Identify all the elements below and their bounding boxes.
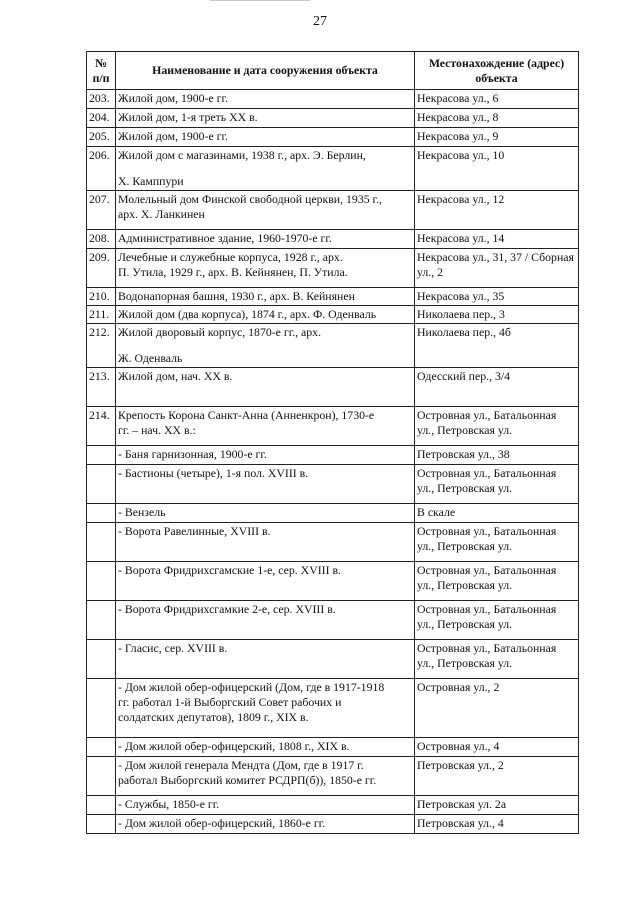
object-name-line: - Ворота Фридрихсгамкие 2-е, сер. XVIII в. xyxy=(118,602,336,616)
table-row xyxy=(87,191,579,230)
table-row xyxy=(87,288,579,306)
row-number: 209. xyxy=(87,249,116,288)
object-address: Николаева пер., 3 xyxy=(415,306,579,324)
object-address: Одесский пер., 3/4 xyxy=(415,368,579,407)
object-name xyxy=(116,523,415,562)
row-number: 214. xyxy=(87,407,116,446)
object-name-line: Жилой дом, 1900-е гг. xyxy=(118,129,228,143)
object-name-line: арх. Х. Ланкинен xyxy=(118,207,205,221)
object-name-line: - Ворота Равелинные, XVIII в. xyxy=(118,524,271,538)
object-address: Островная ул., Батальонная ул., Петровская ул. xyxy=(415,523,579,562)
object-name-line: Молельный дом Финской свободной церкви, 1935 г., xyxy=(118,192,382,206)
object-name-line: работал Выборгский комитет РСДРП(б)), 1850-е гг. xyxy=(118,773,377,787)
row-number xyxy=(87,601,116,640)
object-address: Некрасова ул., 8 xyxy=(415,109,579,128)
object-name-line: Х. Камппури xyxy=(118,174,184,188)
object-address: Островная ул., Батальонная ул., Петровская ул. xyxy=(415,640,579,679)
object-address: Островная ул., 2 xyxy=(415,679,579,738)
row-number: 206. xyxy=(87,147,116,191)
object-name xyxy=(116,288,415,306)
object-name-line: П. Утила, 1929 г., арх. В. Кейнянен, П. Утила. xyxy=(118,265,348,279)
table-row xyxy=(87,249,579,288)
header-address: Местонахождение (адрес) объекта xyxy=(415,52,579,90)
row-number: 210. xyxy=(87,288,116,306)
table-row xyxy=(87,738,579,757)
object-address: Петровская ул., 2 xyxy=(415,757,579,796)
table-row xyxy=(87,523,579,562)
object-name-line: Жилой дом, 1-я треть XX в. xyxy=(118,110,258,124)
object-name-line: - Гласис, сер. XVIII в. xyxy=(118,641,228,655)
object-name xyxy=(116,324,415,368)
table-row xyxy=(87,306,579,324)
heritage-objects-table xyxy=(86,51,579,834)
row-number: 203. xyxy=(87,90,116,109)
object-name-line: гг. – нач. XX в.: xyxy=(118,423,196,437)
table-row xyxy=(87,679,579,738)
table-row xyxy=(87,796,579,815)
object-address: Николаева пер., 4б xyxy=(415,324,579,368)
object-name xyxy=(116,306,415,324)
object-name xyxy=(116,109,415,128)
object-name xyxy=(116,191,415,230)
object-name-line: - Баня гарнизонная, 1900-е гг. xyxy=(118,447,267,461)
row-number: 207. xyxy=(87,191,116,230)
object-address: Некрасова ул., 35 xyxy=(415,288,579,306)
row-number: 211. xyxy=(87,306,116,324)
table-row xyxy=(87,815,579,834)
object-name-line: - Дом жилой обер-офицерский, 1808 г., XIX в. xyxy=(118,739,350,753)
object-name xyxy=(116,128,415,147)
object-address: Островная ул., Батальонная ул., Петровская ул. xyxy=(415,562,579,601)
table-header-row xyxy=(87,52,579,90)
object-name xyxy=(116,757,415,796)
table-row xyxy=(87,230,579,249)
row-number xyxy=(87,738,116,757)
row-number xyxy=(87,504,116,523)
object-name-line: Водонапорная башня, 1930 г., арх. В. Кейнянен xyxy=(118,289,355,303)
row-number: 205. xyxy=(87,128,116,147)
table-row xyxy=(87,446,579,465)
object-name xyxy=(116,679,415,738)
object-name-line: - Ворота Фридрихсгамские 1-е, сер. XVIII в. xyxy=(118,563,341,577)
object-name-line: гг. работал 1-й Выборгский Совет рабочих и xyxy=(118,695,342,709)
object-address: Островная ул., Батальонная ул., Петровская ул. xyxy=(415,407,579,446)
object-name-line: Жилой дом с магазинами, 1938 г., арх. Э. Берлин, xyxy=(118,148,366,162)
table-row xyxy=(87,465,579,504)
object-name-line: Жилой дом (два корпуса), 1874 г., арх. Ф. Оденваль xyxy=(118,307,377,321)
header-number: № п/п xyxy=(87,52,116,90)
object-name xyxy=(116,446,415,465)
object-address: Петровская ул. 2а xyxy=(415,796,579,815)
object-address: Островная ул., 4 xyxy=(415,738,579,757)
table-row xyxy=(87,324,579,368)
row-number xyxy=(87,796,116,815)
table-row xyxy=(87,407,579,446)
page-number: 27 xyxy=(313,14,327,29)
object-name xyxy=(116,815,415,834)
object-name-line: Ж. Оденваль xyxy=(118,351,183,365)
object-address: Петровская ул., 38 xyxy=(415,446,579,465)
object-name xyxy=(116,249,415,288)
object-name-line: - Дом жилой обер-офицерский (Дом, где в 1917-1918 xyxy=(118,680,385,694)
row-number xyxy=(87,465,116,504)
object-name xyxy=(116,562,415,601)
object-name-line: Жилой дворовый корпус, 1870-е гг., арх. xyxy=(118,325,322,339)
object-name-line: Жилой дом, 1900-е гг. xyxy=(118,91,228,105)
header-name: Наименование и дата сооружения объекта xyxy=(116,52,415,90)
object-name xyxy=(116,90,415,109)
object-address: Некрасова ул., 6 xyxy=(415,90,579,109)
object-address: Островная ул., Батальонная ул., Петровская ул. xyxy=(415,601,579,640)
table-row xyxy=(87,109,579,128)
row-number: 208. xyxy=(87,230,116,249)
object-name xyxy=(116,407,415,446)
row-number xyxy=(87,815,116,834)
object-name-line: Лечебные и служебные корпуса, 1928 г., арх. xyxy=(118,250,343,264)
table-row xyxy=(87,368,579,407)
table-row xyxy=(87,601,579,640)
row-number xyxy=(87,562,116,601)
table-row xyxy=(87,128,579,147)
row-number xyxy=(87,640,116,679)
object-address: Некрасова ул., 14 xyxy=(415,230,579,249)
row-number xyxy=(87,446,116,465)
object-name xyxy=(116,504,415,523)
object-name-line: - Вензель xyxy=(118,505,166,519)
object-address: Петровская ул., 4 xyxy=(415,815,579,834)
object-name-line: Крепость Корона Санкт-Анна (Анненкрон), 1730-е xyxy=(118,408,375,422)
table-row xyxy=(87,147,579,191)
table-row xyxy=(87,562,579,601)
object-name-line: - Дом жилой обер-офицерский, 1860-е гг. xyxy=(118,816,326,830)
row-number xyxy=(87,757,116,796)
object-name-line: - Службы, 1850-е гг. xyxy=(118,797,220,811)
object-address: Некрасова ул., 9 xyxy=(415,128,579,147)
object-name-line: - Дом жилой генерала Мендта (Дом, где в 1917 г. xyxy=(118,758,364,772)
table-row xyxy=(87,504,579,523)
row-number xyxy=(87,523,116,562)
object-name xyxy=(116,601,415,640)
object-name-line: Административное здание, 1960-1970-е гг. xyxy=(118,231,332,245)
object-name xyxy=(116,147,415,191)
object-name xyxy=(116,796,415,815)
scan-edge-mark xyxy=(210,0,310,1)
object-name xyxy=(116,465,415,504)
row-number: 212. xyxy=(87,324,116,368)
row-number xyxy=(87,679,116,738)
object-name xyxy=(116,640,415,679)
row-number: 204. xyxy=(87,109,116,128)
row-number: 213. xyxy=(87,368,116,407)
table-row xyxy=(87,757,579,796)
object-name xyxy=(116,368,415,407)
object-address: Некрасова ул., 31, 37 / Сборная ул., 2 xyxy=(415,249,579,288)
object-address: В скале xyxy=(415,504,579,523)
object-address: Некрасова ул., 12 xyxy=(415,191,579,230)
object-name xyxy=(116,230,415,249)
object-name xyxy=(116,738,415,757)
object-name-line: солдатских депутатов), 1809 г., XIX в. xyxy=(118,710,309,724)
table-row xyxy=(87,640,579,679)
object-address: Некрасова ул., 10 xyxy=(415,147,579,191)
object-name-line: Жилой дом, нач. XX в. xyxy=(118,369,233,383)
object-name-line: - Бастионы (четыре), 1-я пол. XVIII в. xyxy=(118,466,309,480)
table-row xyxy=(87,90,579,109)
object-address: Островная ул., Батальонная ул., Петровская ул. xyxy=(415,465,579,504)
